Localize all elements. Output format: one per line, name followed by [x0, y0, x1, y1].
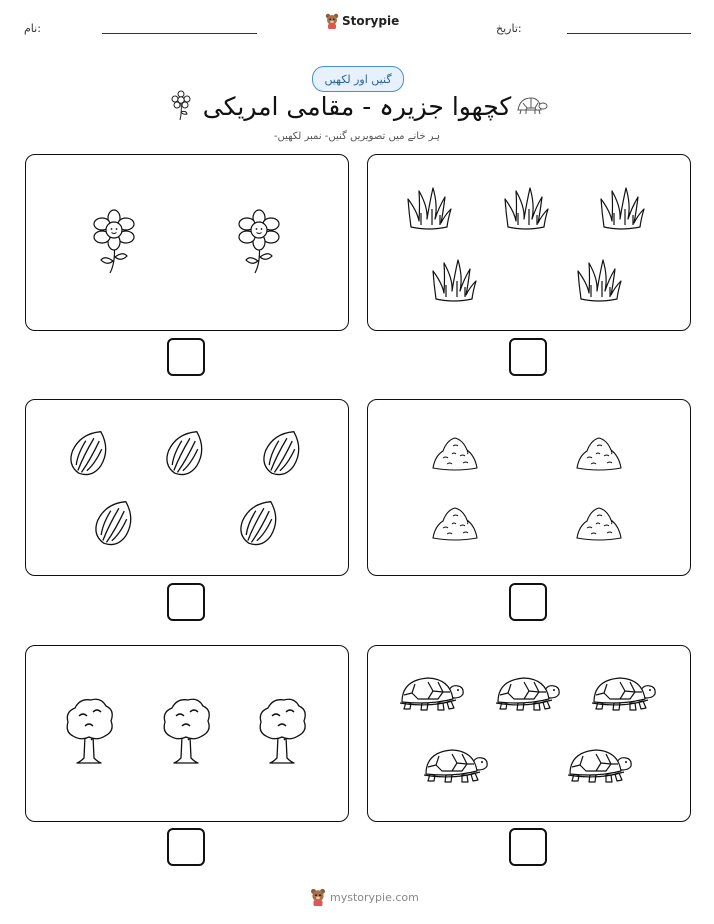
answer-box-trees[interactable] [167, 828, 205, 866]
dirt-mound-icon [577, 508, 621, 540]
footer [310, 888, 419, 906]
card-seeds [25, 399, 349, 576]
answer-box-flowers[interactable] [167, 338, 205, 376]
page-title: کچھوا جزیرہ - مقامی امریکی [202, 92, 512, 121]
answer-box-grass[interactable] [509, 338, 547, 376]
grass-icon [433, 260, 476, 301]
turtle-icon [514, 95, 548, 117]
card-turtles [367, 645, 691, 822]
flower-icon [239, 210, 279, 273]
answer-box-seeds[interactable] [167, 583, 205, 621]
dirt-mound-icon [433, 508, 477, 540]
grass-icon [505, 188, 548, 229]
bear-icon [310, 888, 326, 906]
brand-logo [325, 13, 399, 29]
flower-icon [94, 210, 134, 273]
card-dirt-mounds [367, 399, 691, 576]
dirt-mound-icon [577, 438, 621, 470]
turtle-icon [424, 750, 487, 782]
date-line[interactable] [567, 33, 691, 34]
grass-icon [578, 260, 621, 301]
grass-icon [601, 188, 644, 229]
answer-box-dirt-mounds[interactable] [509, 583, 547, 621]
tree-icon [260, 699, 305, 763]
seed-icon [235, 494, 285, 551]
brand-name: Storypie [342, 14, 400, 28]
activity-badge: گنیں اور لکھیں [312, 66, 404, 92]
name-label: نام: [24, 22, 41, 35]
card-trees [25, 645, 349, 822]
seed-icon [65, 424, 115, 481]
turtle-icon [496, 678, 559, 710]
card-grass [367, 154, 691, 331]
bear-icon [325, 13, 339, 29]
card-flowers [25, 154, 349, 331]
instructions: ہر خانے میں تصویریں گنیں- نمبر لکھیں- [273, 131, 441, 142]
turtle-icon [568, 750, 631, 782]
turtle-icon [592, 678, 655, 710]
turtle-icon [400, 678, 463, 710]
name-line[interactable] [102, 33, 257, 34]
tree-icon [67, 699, 112, 763]
seed-icon [90, 494, 140, 551]
footer-url[interactable]: mystorypie.com [330, 890, 419, 904]
seed-icon [161, 424, 211, 481]
answer-box-turtles[interactable] [509, 828, 547, 866]
dirt-mound-icon [433, 438, 477, 470]
tree-icon [164, 699, 209, 763]
date-label: تاریخ: [496, 22, 522, 35]
seed-icon [258, 424, 308, 481]
grass-icon [408, 188, 451, 229]
flower-icon [170, 90, 192, 122]
